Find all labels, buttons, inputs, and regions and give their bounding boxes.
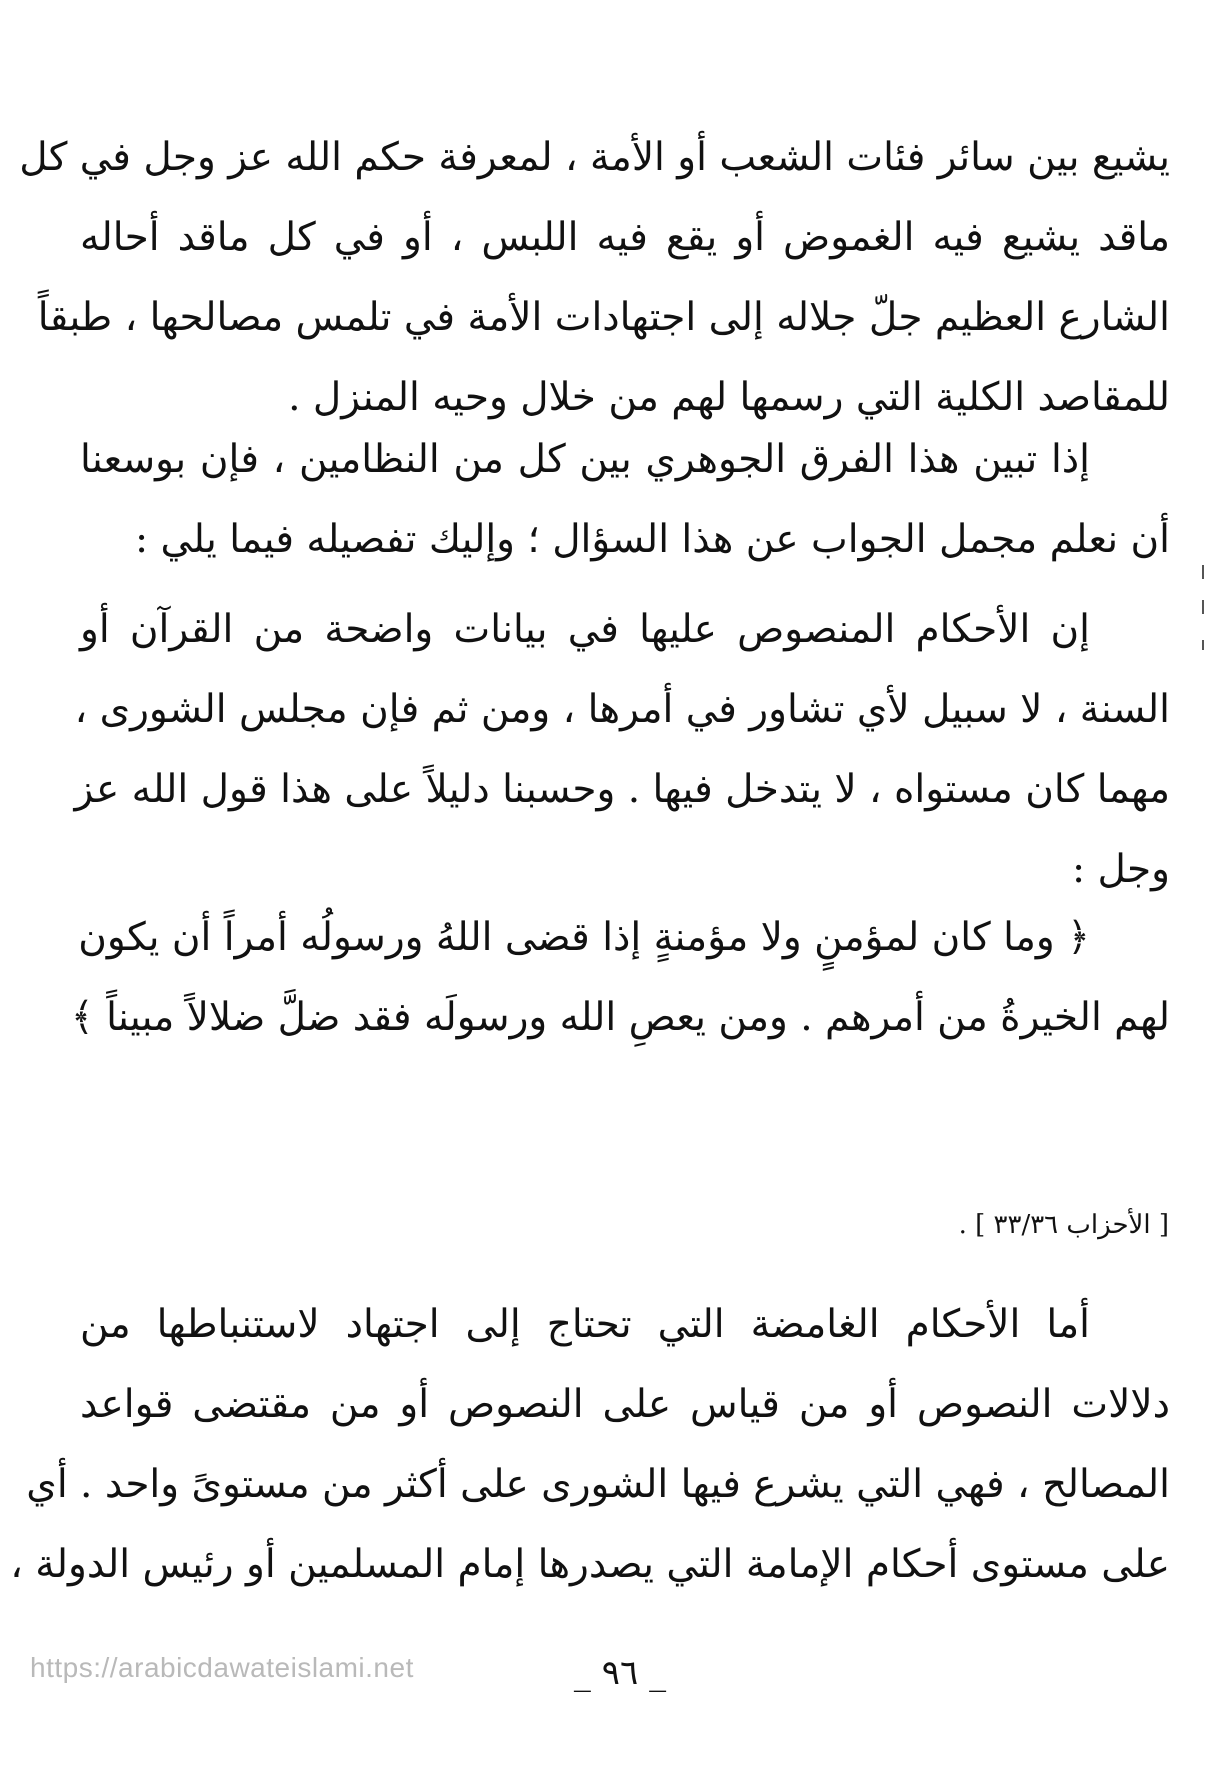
scan-mark: [1202, 600, 1204, 614]
text-line: دلالات النصوص أو من قياس على النصوص أو من مقتضى قواعد: [80, 1382, 1170, 1427]
scan-mark: [1202, 640, 1204, 650]
paragraph-4: [10, 1285, 1170, 1605]
text-line: مهما كان مستواه ، لا يتدخل فيها . وحسبنا دليلاً على هذا قول الله عز: [74, 767, 1170, 812]
text-line: إن الأحكام المنصوص عليها في بيانات واضحة من القرآن أو: [80, 607, 1090, 652]
text-line: للمقاصد الكلية التي رسمها لهم من خلال وحيه المنزل .: [288, 375, 1170, 420]
paragraph-2: [80, 420, 1170, 580]
text-line: يشيع بين سائر فئات الشعب أو الأمة ، لمعرفة حكم الله عز وجل في كل: [19, 135, 1170, 180]
quran-quote: [70, 898, 1170, 1058]
text-line: على مستوى أحكام الإمامة التي يصدرها إمام المسلمين أو رئيس الدولة ،: [10, 1542, 1170, 1587]
text-line: وجل :: [1071, 847, 1170, 892]
text-line: المصالح ، فهي التي يشرع فيها الشورى على أكثر من مستوىً واحد . أي: [26, 1462, 1170, 1507]
paragraph-1: [19, 118, 1170, 438]
page-number: _ ٩٦ _: [573, 1653, 667, 1693]
text-line: ماقد يشيع فيه الغموض أو يقع فيه اللبس ، أو في كل ماقد أحاله: [80, 215, 1170, 260]
scan-mark: [1202, 565, 1204, 579]
paragraph-3: [74, 590, 1170, 910]
quote-line: لهم الخيرةُ من أمرهم . ومن يعصِ الله ورسولَه فقد ضلَّ ضلالاً مبيناً ﴾: [70, 995, 1170, 1040]
text-line: أما الأحكام الغامضة التي تحتاج إلى اجتهاد لاستنباطها من: [80, 1302, 1090, 1347]
text-line: السنة ، لا سبيل لأي تشاور في أمرها ، ومن ثم فإن مجلس الشورى ،: [74, 687, 1170, 732]
watermark-url: https://arabicdawateislami.net: [30, 1652, 414, 1683]
text-line: أن نعلم مجمل الجواب عن هذا السؤال ؛ وإليك تفصيله فيما يلي :: [134, 517, 1170, 562]
quote-line: ﴿ وما كان لمؤمنٍ ولا مؤمنةٍ إذا قضى اللهُ ورسولُه أمراً أن يكون: [78, 915, 1090, 960]
text-line: إذا تبين هذا الفرق الجوهري بين كل من النظامين ، فإن بوسعنا: [80, 437, 1090, 482]
text-line: الشارع العظيم جلّ جلاله إلى اجتهادات الأمة في تلمس مصالحها ، طبقاً: [37, 295, 1170, 340]
quote-citation: [ الأحزاب ٣٣/٣٦ ] .: [958, 1210, 1169, 1240]
